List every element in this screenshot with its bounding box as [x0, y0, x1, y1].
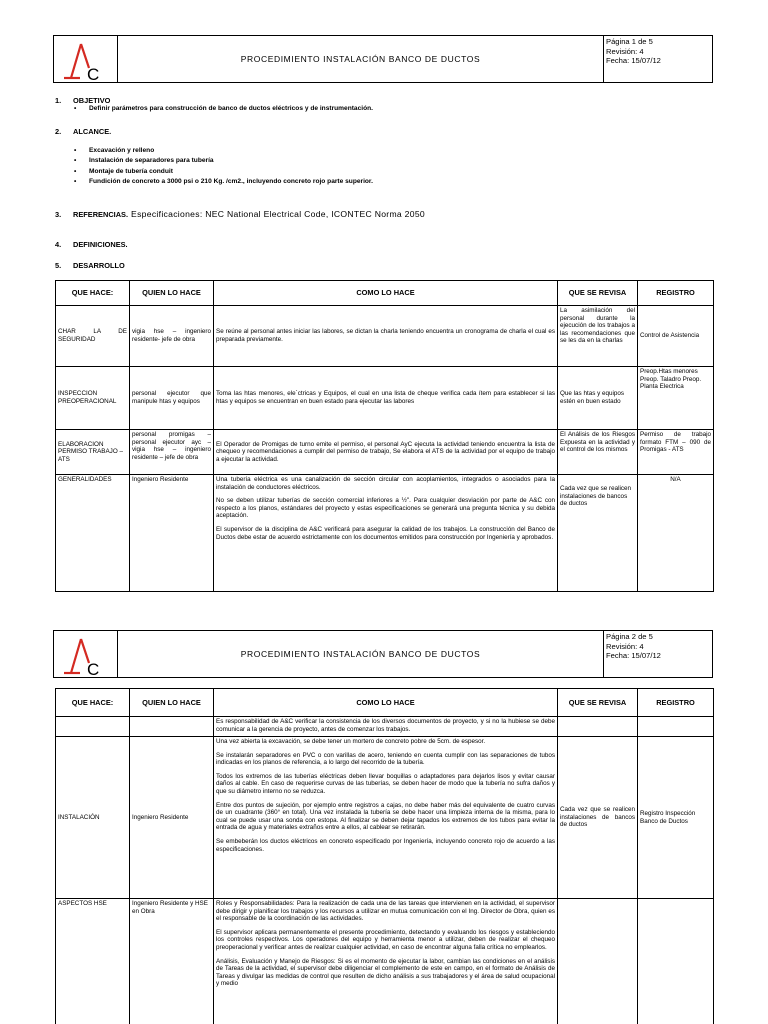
table-header-row [56, 281, 714, 306]
section-desarrollo: 5. DESARROLLO [55, 261, 125, 270]
date: Fecha: 15/07/12 [606, 56, 661, 65]
table-row: CHAR LA DE SEGURIDAD vigia hse – ingeniero residente- jefe de obra Se reúne al personal antes iniciar las labores, se dictan la charla teniendo encuentra un cronograma de charla el cual es preparada previamente. La asimilación del personal durante la ejecución de los trabajos a las recomendaciones que se les da en la charlas Control de Asistencia [56, 306, 714, 367]
section-alcance: 2. ALCANCE. [55, 127, 112, 136]
svg-text:C: C [87, 660, 100, 679]
objetivo-list [74, 104, 373, 114]
list-item: • Definir parámetros para construcción de banco de ductos eléctricos y de instrumentación. [74, 104, 373, 114]
document-title: PROCEDIMIENTO INSTALACIÓN BANCO DE DUCTOS [118, 631, 604, 677]
col-que-hace: QUE HACE: [56, 281, 130, 306]
revision: Revisión: 4 [606, 46, 644, 56]
col-registro: REGISTRO [638, 281, 714, 306]
table-row: GENERALIDADES Ingeniero Residente Una tubería eléctrica es una canalización de sección circular con acoplamientos, integrados o asociados para la instalación de conductores eléctricos. No se deben utilizar tuberías de sección comercial inferiores a ½". Para cualquier desviación por parte de A&C con respecto a los planos, estándares del proyecto y estas especificaciones se generará una pregunta técnica y su debida aceptación. El supervisor de la disciplina de A&C verificará para asegurar la calidad de los trabajos. La construcción del Banco de Ductos debe estar de acuerdo estrictamente con los documentos emitidos para construcción por Ingeniería y aprobados. Cada vez que se realicen instalaciones de bancos de ductos N/A [56, 475, 714, 592]
list-item: • Montaje de tubería conduit [74, 167, 373, 177]
section-objetivo: 1. OBJETIVO [55, 96, 111, 105]
col-revisa: QUE SE REVISA [558, 689, 638, 717]
col-como: COMO LO HACE [214, 281, 558, 306]
document-meta [604, 36, 712, 82]
page1-header [53, 35, 713, 83]
col-registro: REGISTRO [638, 689, 714, 717]
table-row: INSTALACIÓN Ingeniero Residente Una vez abierta la excavación, se debe tener un mortero de concreto pobre de 5cm. de espesor. Se instalarán separadores en PVC o con varillas de acero, teniendo en cuenta cumplir con las separaciones de tubos indicadas en los planos de referencia, a lo largo del recorrido de la tubería. Todos los extremos de las tuberías eléctricas deben llevar boquillas o adaptadores para dejarlos lisos y evitar causar daños al cable. En caso de requerirse curvas de las tuberías, se deben hacer de modo que la tubería no sufra daños y que su diámetro interno no se reduzca. Entre dos puntos de sujeción, por ejemplo entre registros a cajas, no debe haber más del equivalente de cuatro curvas de un cuadrante (360° en total). Una vez instalada la tubería se debe hacer una limpieza interna de la misma, para lo cual se puede usar una sonda con estopa. Al finalizar se deben dejar tapados los extremos de los tubos para evitar la entrada de agua y materiales extraños entre a ellos, al cablear se retirarán. Se embeberán los ductos eléctricos en concreto especificado por Ingeniería, incluyendo concreto rojo de acuerdo a las especificaciones. Cada vez que se realicen instalaciones de bancos de ductos Registro Inspección Banco de Ductos [56, 737, 714, 899]
revision: Revisión: 4 [606, 641, 644, 651]
page-number: Página 1 de 5 [606, 37, 653, 46]
section-referencias: 3. REFERENCIAS. Especificaciones: NEC National Electrical Code, ICONTEC Norma 2050 [55, 209, 425, 219]
company-logo [54, 631, 118, 677]
list-item: • Fundición de concreto a 3000 psi o 210 Kg. /cm2., incluyendo concreto rojo parte superior. [74, 177, 373, 187]
col-como: COMO LO HACE [214, 689, 558, 717]
page-number: Página 2 de 5 [606, 632, 653, 641]
table-header-row [56, 689, 714, 717]
list-item: • Excavación y relleno [74, 146, 373, 156]
col-revisa: QUE SE REVISA [558, 281, 638, 306]
col-quien: QUIEN LO HACE [130, 281, 214, 306]
svg-text:C: C [87, 65, 100, 84]
alcance-list [74, 146, 373, 188]
table-row: Es responsabilidad de A&C verificar la consistencia de los diversos documentos de proyecto, y si no la hubiese se debe comunicar a la gerencia de proyecto, antes de comenzar los trabajos. [56, 717, 714, 737]
col-que-hace: QUE HACE: [56, 689, 130, 717]
table-row: INSPECCION PREOPERACIONAL personal ejecutor que manipule htas y equipos Toma las htas menores, ele´ctricas y Equipos, el cual en una lista de cheque verifica cada ítem para establecer si las htas y equipos se encuentran en buen estado para ejecutar las labores Que las htas y equipos estén en buen estado Preop.Htas menores Preop. Taladro Preop. Planta Electrica [56, 367, 714, 430]
table-row: ASPECTOS HSE Ingeniero Residente y HSE en Obra Roles y Responsabilidades: Para la realización de cada una de las tareas que intervienen en la actividad, el supervisor debe dirigir y planificar los trabajos y los recursos a utilizar en mutua comunicación con el Ing. Director de Obra, quien es el responsable de la coordinación de las actividades. El supervisor aplicara permanentemente el presente procedimiento, detectando y evaluando los riesgos y estableciendo los controles respectivos. Los operadores del equipo y herramienta menor a utilizar, deben de realizar el chequeo preoperacional y verificar antes de realizar cualquier actividad, en caso de encontrar alguna falla crítica no emplearlos. Análisis, Evaluación y Manejo de Riesgos: Si es el momento de ejecutar la labor, cambian las condiciones en el análisis de Tareas de la actividad, el supervisor debe diligenciar el complemento de este en campo, en el formato de Análisis de Tareas y divulgar las medidas de control que resulten de dicho análisis a sus trabajadores y el área de salud ocupacional y medio [56, 899, 714, 1024]
page2-header [53, 630, 713, 678]
procedure-table-page2 [55, 688, 714, 1024]
date: Fecha: 15/07/12 [606, 651, 661, 660]
document-meta [604, 631, 712, 677]
procedure-table-page1 [55, 280, 714, 592]
document-title: PROCEDIMIENTO INSTALACIÓN BANCO DE DUCTOS [118, 36, 604, 82]
table-row: ELABORACION PERMISO TRABAJO – ATS personal promigas – personal ejecutor ayc – vigia hse – ingeniero residente – jefe de obra El Operador de Promigas de turno emite el permiso, el personal AyC ejecuta la actividad teniendo encuentra la lista de chequeo y recomendaciones a cumplir del permiso de trabajo, Se elabora el ATS de la actividad por el equipo de trabajo a ejecutar la actividad. El Análisis de los Riesgos Expuesta en la actividad y el control de los mismos Permiso de trabajo formato FTM – 090 de Promigas - ATS [56, 430, 714, 475]
list-item: • Instalación de separadores para tubería [74, 156, 373, 166]
company-logo [54, 36, 118, 82]
logo-ac-icon [54, 631, 118, 679]
section-definiciones: 4. DEFINICIONES. [55, 240, 128, 249]
col-quien: QUIEN LO HACE [130, 689, 214, 717]
logo-ac-icon [54, 36, 118, 84]
